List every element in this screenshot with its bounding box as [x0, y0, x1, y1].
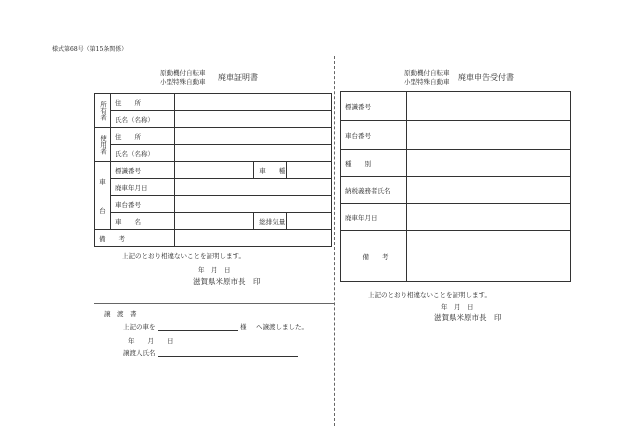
vehicle-label-bottom: 台	[99, 206, 106, 215]
chassis-number-field[interactable]	[174, 196, 331, 213]
model-name-label: 車 名	[110, 213, 174, 230]
scrap-receipt-table	[340, 91, 571, 282]
transfer-heading: 譲 渡 書	[104, 310, 137, 318]
vehicle-label-top: 車	[99, 177, 106, 186]
transfer-line1-prefix: 上記の車を	[123, 323, 156, 331]
right-mayor-seal: 滋賀県米原市長 印	[434, 313, 502, 322]
left-certify-text: 上記のとおり相違ないことを証明します。	[122, 252, 245, 260]
right-title-main: 廃車申告受付書	[458, 73, 514, 82]
owner-name-label: 氏名（名称）	[110, 111, 174, 128]
left-date-line: 年 月 日	[198, 266, 231, 274]
model-name-field[interactable]	[174, 213, 253, 230]
r-vehicle-type-field[interactable]	[406, 150, 570, 177]
transferee-name-field[interactable]	[158, 330, 238, 331]
user-address-label: 住 所	[110, 128, 174, 145]
vehicle-label	[95, 162, 111, 230]
owner-address-label: 住 所	[110, 94, 174, 111]
owner-label: 所有者	[95, 94, 111, 128]
owner-name-field[interactable]	[174, 111, 331, 128]
r-plate-number-label: 標識番号	[341, 92, 407, 121]
left-title-block	[160, 69, 206, 87]
r-chassis-number-field[interactable]	[406, 121, 570, 150]
r-taxpayer-name-label: 納税義務者氏名	[341, 177, 407, 204]
scrap-date-field[interactable]	[174, 179, 331, 196]
left-title-main: 廃車証明書	[218, 73, 258, 82]
r-remarks-label: 備 考	[341, 231, 407, 282]
vehicle-type-label: 車 種	[254, 162, 287, 179]
user-address-field[interactable]	[174, 128, 331, 145]
right-date-line: 年 月 日	[441, 303, 474, 311]
r-chassis-number-label: 車台番号	[341, 121, 407, 150]
transfer-divider	[94, 303, 334, 304]
left-title-sub1: 原動機付自転車	[160, 69, 206, 77]
owner-address-field[interactable]	[174, 94, 331, 111]
r-taxpayer-name-field[interactable]	[406, 177, 570, 204]
remarks-label: 備 考	[95, 230, 175, 247]
scrap-certificate-table	[94, 93, 332, 247]
user-name-field[interactable]	[174, 145, 331, 162]
vehicle-type-field[interactable]	[287, 162, 332, 179]
r-scrap-date-label: 廃車年月日	[341, 204, 407, 231]
left-title-sub2: 小型特殊自動車	[160, 78, 206, 86]
plate-number-label: 標識番号	[110, 162, 174, 179]
right-title-sub2: 小型特殊自動車	[404, 78, 450, 86]
left-mayor-seal: 滋賀県米原市長 印	[193, 277, 261, 286]
center-cut-line	[334, 56, 335, 426]
transferor-name-field[interactable]	[158, 356, 298, 357]
displacement-field[interactable]	[287, 213, 332, 230]
r-remarks-field[interactable]	[406, 231, 570, 282]
user-label: 使用者	[95, 128, 111, 162]
r-vehicle-type-label: 種 別	[341, 150, 407, 177]
chassis-number-label: 車台番号	[110, 196, 174, 213]
r-scrap-date-field[interactable]	[406, 204, 570, 231]
scrap-date-label: 廃車年月日	[110, 179, 174, 196]
r-plate-number-field[interactable]	[406, 92, 570, 121]
right-title-block	[404, 69, 450, 87]
right-certify-text: 上記のとおり相違ないことを証明します。	[368, 291, 491, 299]
displacement-label: 総排気量	[254, 213, 287, 230]
plate-number-field[interactable]	[174, 162, 253, 179]
transfer-line1-suffix: へ譲渡しました。	[256, 323, 308, 331]
user-name-label: 氏名（名称）	[110, 145, 174, 162]
transfer-date-line: 年 月 日	[128, 337, 174, 345]
form-number: 様式第68号（第15条関係）	[52, 46, 128, 53]
transfer-honorific: 様	[240, 323, 247, 331]
transferor-label: 譲渡人氏名	[123, 349, 156, 357]
remarks-field[interactable]	[174, 230, 331, 247]
right-title-sub1: 原動機付自転車	[404, 69, 450, 77]
